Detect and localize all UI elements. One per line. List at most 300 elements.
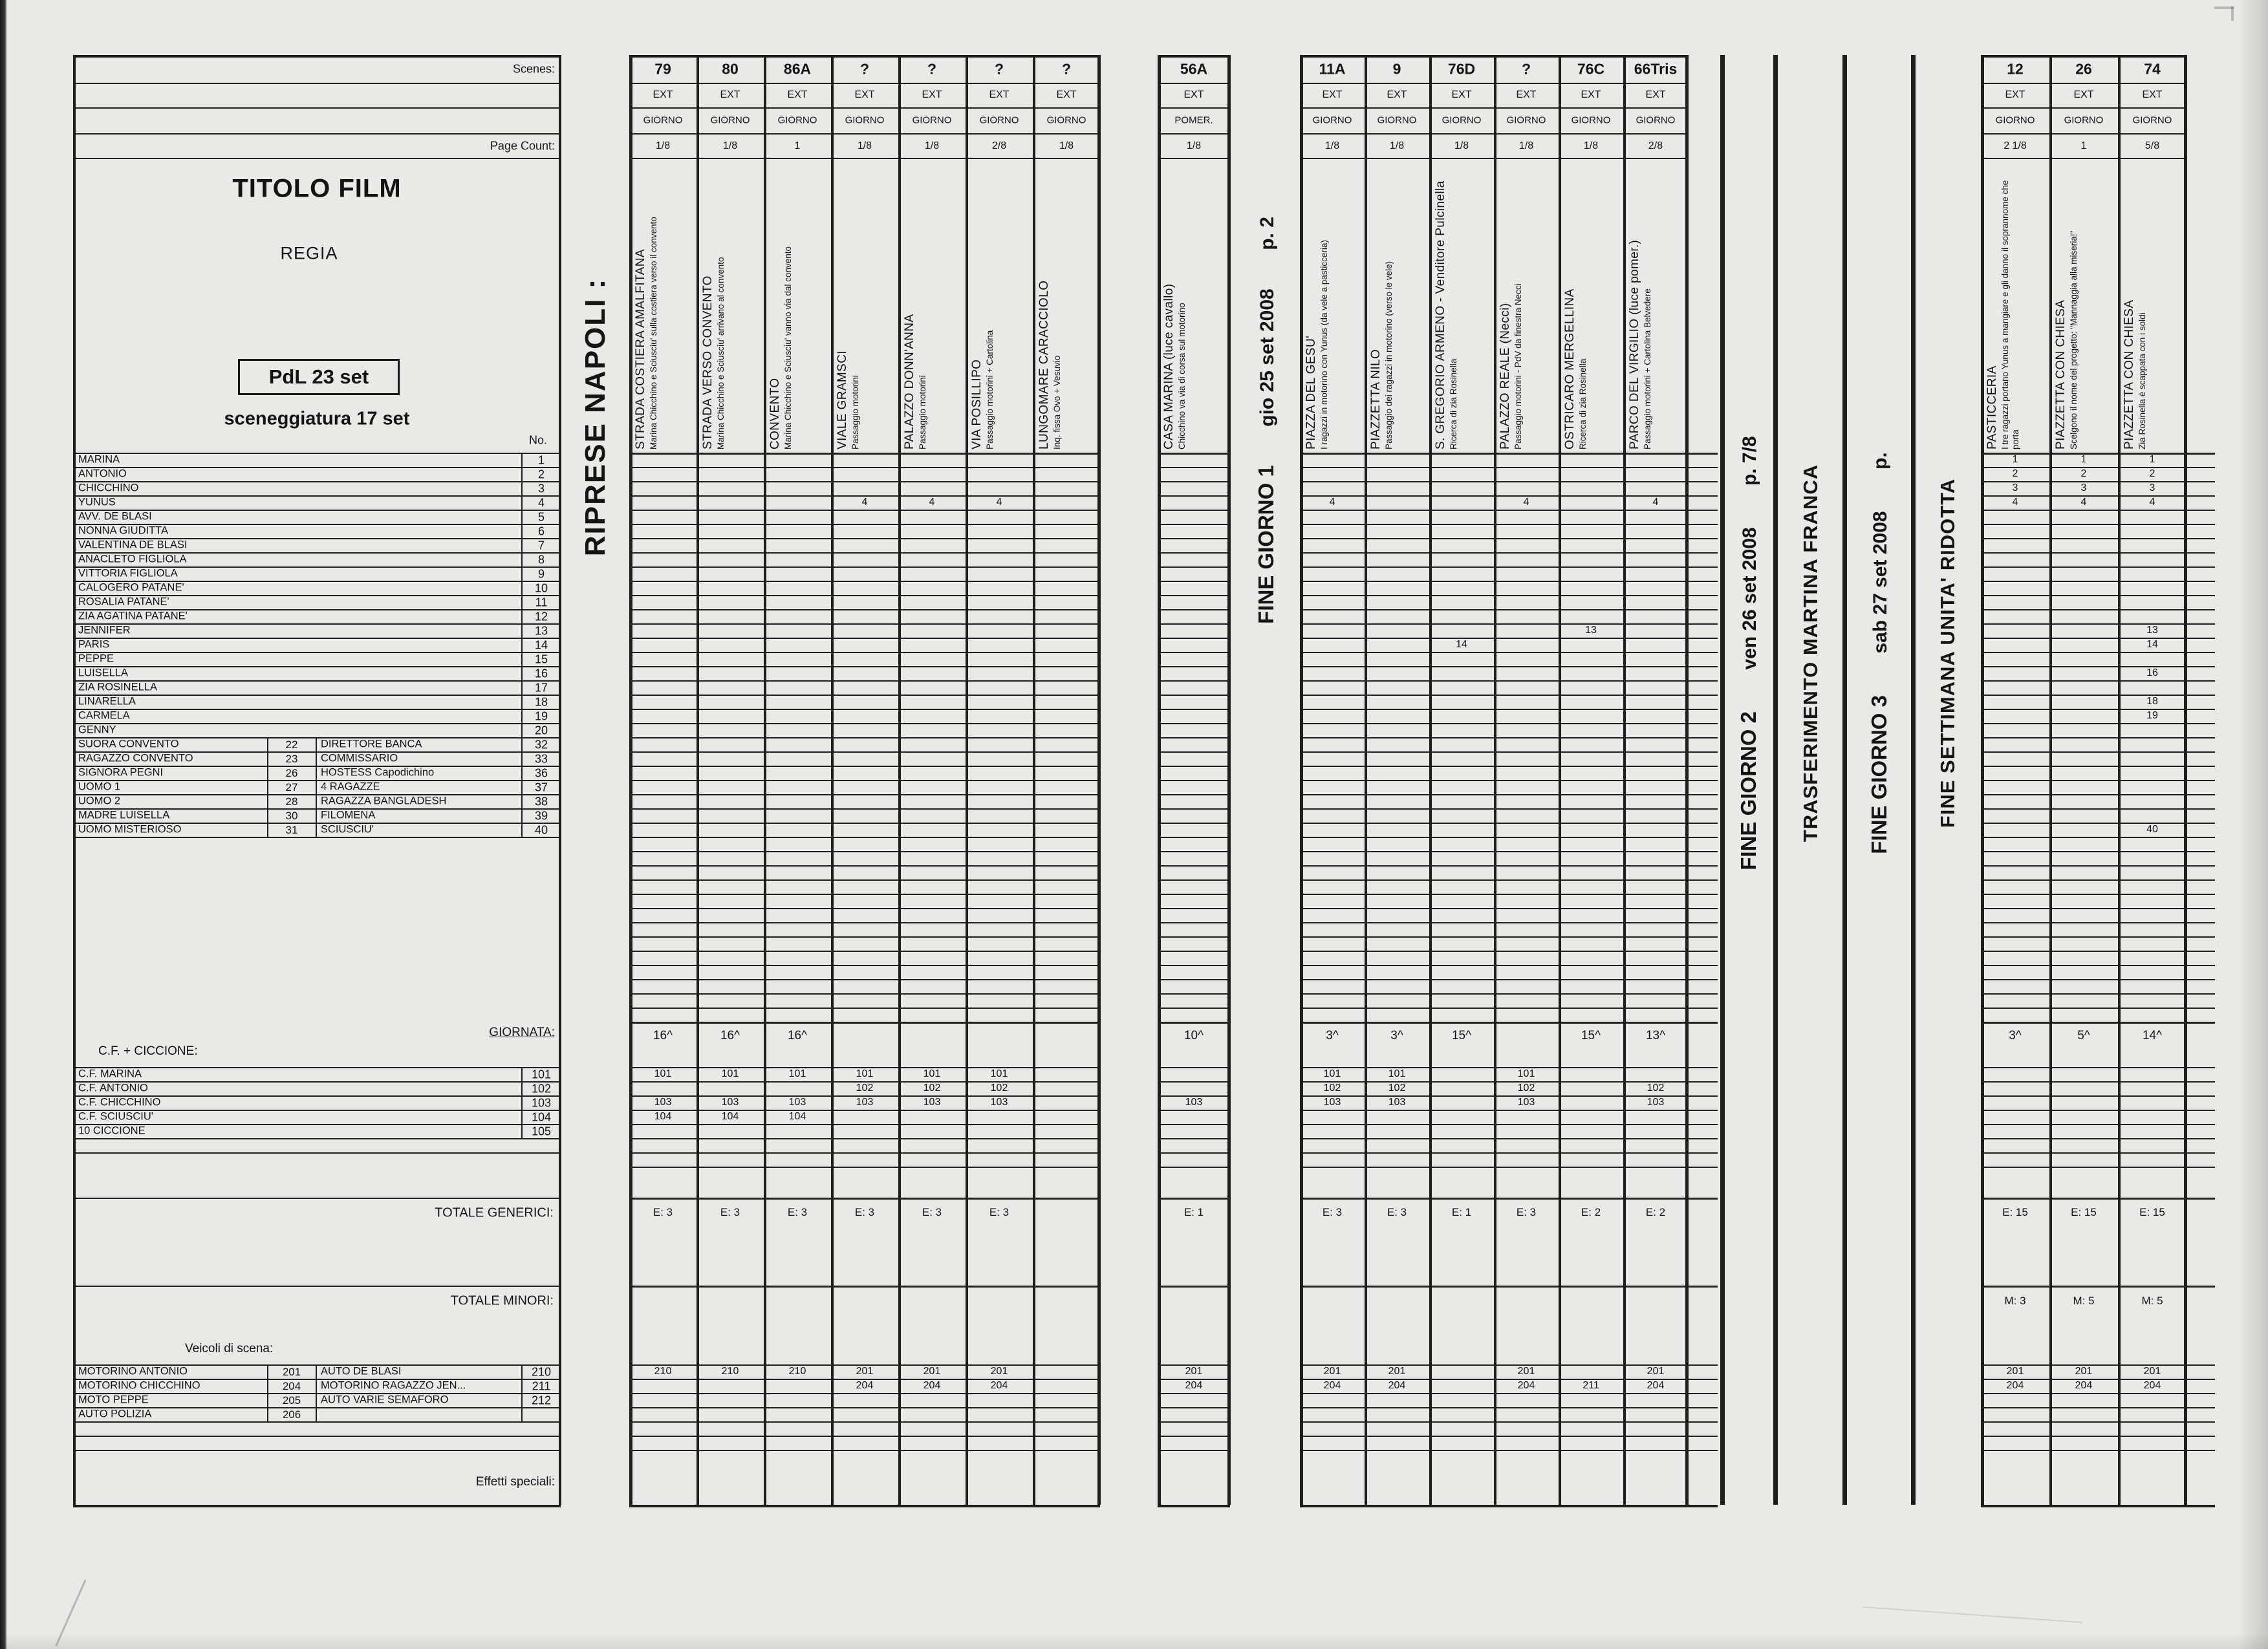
scene-action: I tre ragazzi portano Yunus a mangiare e gli danno il soprannome che porta xyxy=(2000,180,2021,449)
table-line xyxy=(1158,1167,1230,1168)
cast-number: 38 xyxy=(534,795,548,808)
vehicle-value: 204 xyxy=(856,1380,874,1391)
table-line xyxy=(1300,865,1718,867)
table-line xyxy=(73,83,561,84)
table-line xyxy=(1158,566,1230,568)
table-line xyxy=(1158,666,1230,667)
scene-int-ext: EXT xyxy=(1451,89,1472,100)
table-line xyxy=(1981,879,2215,881)
table-line xyxy=(1158,951,1230,952)
cast-number: 39 xyxy=(534,809,548,823)
table-line xyxy=(521,1067,523,1138)
table-line xyxy=(629,865,1100,867)
generici-value: E: 1 xyxy=(1451,1206,1472,1218)
table-line xyxy=(629,1008,1100,1009)
cast-name: SUORA CONVENTO xyxy=(78,738,179,750)
scene-description-block xyxy=(2122,160,2148,449)
table-line xyxy=(1300,766,1718,767)
cf-value: 101 xyxy=(1517,1068,1535,1079)
table-line xyxy=(1300,538,1718,539)
table-line xyxy=(1981,680,2215,682)
cast-name: RAGAZZO CONVENTO xyxy=(78,752,193,764)
scene-location: STRADA VERSO CONVENTO xyxy=(701,275,715,449)
table-line xyxy=(1158,107,1230,109)
table-line xyxy=(1981,1081,2215,1083)
vehicle-value: 201 xyxy=(1323,1366,1341,1377)
scene-table-border xyxy=(1300,55,1688,58)
scene-int-ext: EXT xyxy=(1516,89,1537,100)
table-line xyxy=(1300,979,1718,980)
vehicle-number: 212 xyxy=(531,1394,552,1407)
table-line xyxy=(1300,780,1718,781)
table-line xyxy=(1158,936,1230,938)
table-line xyxy=(1158,638,1230,639)
table-line xyxy=(1300,837,1718,838)
table-line xyxy=(629,623,1100,625)
table-line xyxy=(73,1450,561,1451)
table-line xyxy=(1158,83,1230,84)
vehicle-value: 201 xyxy=(1647,1366,1665,1377)
cf-value: 104 xyxy=(788,1111,806,1122)
band-border xyxy=(1911,55,1916,1505)
scene-action: Passaggio dei ragazzi in motorino (verso le vele) xyxy=(1384,261,1394,449)
table-line xyxy=(629,638,1100,639)
scene-description-block xyxy=(1498,160,1524,449)
scene-number: 80 xyxy=(722,60,739,78)
table-line xyxy=(1300,1138,1718,1139)
fine-giorno-3-band xyxy=(1867,452,1892,854)
table-line xyxy=(1981,666,2215,667)
scene-page-count: 1/8 xyxy=(1059,140,1074,151)
table-line xyxy=(1300,481,1718,482)
table-line xyxy=(73,1124,561,1125)
table-line xyxy=(1981,581,2215,582)
table-line xyxy=(73,1198,561,1199)
vehicle-value: 210 xyxy=(788,1366,806,1377)
table-line xyxy=(629,922,1100,923)
table-line xyxy=(316,1364,317,1421)
cast-name: HOSTESS Capodichino xyxy=(321,766,435,779)
table-line xyxy=(1300,1450,1718,1451)
table-line xyxy=(1158,481,1230,482)
table-line xyxy=(629,524,1100,525)
table-line xyxy=(1300,652,1718,653)
table-line xyxy=(73,107,561,109)
cast-name: CHICCHINO xyxy=(78,482,139,494)
table-line xyxy=(73,837,561,838)
cast-name: ANTONIO xyxy=(78,468,127,480)
table-line xyxy=(73,158,561,159)
giornata-value: 5^ xyxy=(2077,1029,2090,1042)
table-line xyxy=(1981,1124,2215,1125)
vehicle-value: 211 xyxy=(1582,1380,1599,1391)
table-line xyxy=(1158,979,1230,980)
cast-name: VALENTINA DE BLASI xyxy=(78,539,188,551)
cf-value: 104 xyxy=(721,1111,739,1122)
grid-mark: 18 xyxy=(2146,696,2158,707)
cast-number: 5 xyxy=(537,510,545,524)
scene-location: PIAZZETTA NILO xyxy=(1369,349,1383,449)
table-line xyxy=(73,695,561,696)
scene-number: 26 xyxy=(2075,60,2092,78)
table-line xyxy=(1300,1110,1718,1111)
table-line xyxy=(1981,83,2187,84)
cast-name: AVV. DE BLASI xyxy=(78,510,152,523)
vehicle-name: MOTO PEPPE xyxy=(78,1394,149,1406)
cast-number: 28 xyxy=(285,795,298,808)
cast-number: 23 xyxy=(285,753,298,765)
left-table-border xyxy=(73,1505,561,1507)
table-line xyxy=(1981,993,2215,995)
scene-time-of-day: GIORNO xyxy=(1312,114,1352,126)
table-line xyxy=(1158,453,1230,455)
scene-number: 76C xyxy=(1577,60,1605,78)
cast-number: 27 xyxy=(285,781,298,793)
table-line xyxy=(73,623,561,625)
vehicle-value: 201 xyxy=(1185,1366,1203,1377)
table-line xyxy=(1981,951,2215,952)
vehicle-value: 201 xyxy=(1517,1366,1535,1377)
table-line xyxy=(629,837,1100,838)
table-line xyxy=(1981,1067,2215,1068)
table-line xyxy=(1300,695,1718,696)
table-line xyxy=(629,538,1100,539)
table-line xyxy=(1300,107,1688,109)
table-line xyxy=(629,133,1100,135)
table-line xyxy=(1300,1421,1718,1423)
scene-table-border xyxy=(629,55,1100,58)
fine-giorno-2-page: p. 7/8 xyxy=(1739,436,1760,486)
table-line xyxy=(1981,1421,2215,1423)
table-line xyxy=(629,780,1100,781)
table-line xyxy=(1981,510,2215,511)
table-line xyxy=(629,680,1100,682)
scene-description-block xyxy=(701,160,726,449)
table-line xyxy=(1981,808,2215,810)
fine-giorno-1-date: gio 25 set 2008 xyxy=(1257,288,1278,427)
table-line xyxy=(1981,1022,2215,1024)
table-line xyxy=(73,1152,561,1154)
table-line xyxy=(1981,709,2215,710)
table-line xyxy=(1981,1198,2215,1200)
grid-mark: 1 xyxy=(2080,454,2087,465)
scene-number: ? xyxy=(1521,60,1531,78)
cast-number: 6 xyxy=(537,524,545,538)
table-line xyxy=(1300,922,1718,923)
cf-number: 101 xyxy=(531,1068,552,1081)
scene-description-block xyxy=(836,160,861,449)
table-line xyxy=(1158,1008,1230,1009)
table-line xyxy=(1300,566,1718,568)
generici-value: E: 3 xyxy=(653,1206,673,1218)
table-line xyxy=(1158,766,1230,767)
vehicle-value: 204 xyxy=(2075,1380,2093,1391)
scene-page-count: 1/8 xyxy=(1454,140,1469,151)
scene-time-of-day: POMER. xyxy=(1174,114,1213,126)
table-line xyxy=(1981,1138,2215,1139)
grid-mark: 40 xyxy=(2146,824,2158,835)
cf-number: 102 xyxy=(531,1082,552,1095)
cf-name: C.F. SCIUSCIU' xyxy=(78,1110,153,1123)
scene-description-block xyxy=(1037,160,1063,449)
table-line xyxy=(1300,510,1718,511)
grid-mark: 2 xyxy=(2149,468,2155,479)
table-line xyxy=(73,794,561,795)
vehicle-value: 204 xyxy=(1647,1380,1665,1391)
table-line xyxy=(1981,538,2215,539)
scene-action: Inq. fissa Ovo + Vesuvio xyxy=(1052,355,1063,449)
cast-number: 4 xyxy=(537,496,545,510)
scene-int-ext: EXT xyxy=(2005,89,2025,100)
scene-int-ext: EXT xyxy=(1183,89,1204,100)
cast-name: YUNUS xyxy=(78,496,116,508)
table-line xyxy=(629,1450,1100,1451)
table-line xyxy=(1300,737,1718,738)
scene-table-border xyxy=(1981,1505,2215,1507)
generici-value: E: 2 xyxy=(1581,1206,1601,1218)
cf-name: C.F. ANTONIO xyxy=(78,1082,148,1094)
table-line xyxy=(1300,993,1718,995)
table-line xyxy=(629,766,1100,767)
scene-int-ext: EXT xyxy=(1387,89,1407,100)
grid-mark: 14 xyxy=(1456,639,1467,650)
scene-time-of-day: GIORNO xyxy=(1571,114,1611,126)
grid-mark: 4 xyxy=(2012,497,2018,508)
scene-page-count: 1/8 xyxy=(924,140,940,151)
table-line xyxy=(316,737,317,837)
cast-name: FILOMENA xyxy=(321,809,376,821)
giornata-value: 15^ xyxy=(1451,1029,1472,1042)
table-line xyxy=(629,107,1100,109)
table-line xyxy=(1300,524,1718,525)
cast-number: 37 xyxy=(534,781,548,794)
cast-number: 32 xyxy=(534,738,548,751)
table-line xyxy=(1981,652,2215,653)
table-line xyxy=(1158,609,1230,610)
cast-name: SIGNORA PEGNI xyxy=(78,766,164,779)
table-line xyxy=(1300,908,1718,909)
table-line xyxy=(1158,1138,1230,1139)
vehicle-name: AUTO VARIE SEMAFORO xyxy=(321,1394,449,1406)
effetti-label: Effetti speciali: xyxy=(475,1475,555,1489)
table-line xyxy=(1158,1407,1230,1408)
scene-description-block xyxy=(1985,160,2021,449)
scene-int-ext: EXT xyxy=(2073,89,2094,100)
table-line xyxy=(1158,879,1230,881)
table-line xyxy=(1981,638,2215,639)
veicoli-label: Veicoli di scena: xyxy=(185,1342,274,1355)
scene-action: Marina Chicchino e Sciusciu' arrivano al convento xyxy=(716,257,726,449)
vehicle-value: 210 xyxy=(721,1366,739,1377)
cast-name: RAGAZZA BANGLADESH xyxy=(321,795,447,807)
scene-location: S. GREGORIO ARMENO - Venditore Pulcinella xyxy=(1434,180,1447,449)
generici-value: E: 3 xyxy=(720,1206,740,1218)
cast-number: 31 xyxy=(285,824,298,836)
generici-value: E: 3 xyxy=(1516,1206,1537,1218)
cf-value: 102 xyxy=(1323,1083,1341,1094)
table-line xyxy=(1158,808,1230,810)
table-line xyxy=(1981,936,2215,938)
table-line xyxy=(629,453,1100,455)
table-line xyxy=(1981,1407,2215,1408)
grid-mark: 4 xyxy=(861,497,868,508)
cf-value: 103 xyxy=(1185,1097,1203,1108)
cast-name: UOMO MISTERIOSO xyxy=(78,823,182,835)
totale-minori-label: TOTALE MINORI: xyxy=(450,1293,554,1308)
table-line xyxy=(1300,609,1718,610)
table-line xyxy=(1981,1393,2215,1394)
cast-name: COMMISSARIO xyxy=(321,752,398,764)
table-line xyxy=(629,894,1100,895)
table-line xyxy=(1300,851,1718,852)
scene-int-ext: EXT xyxy=(989,89,1010,100)
scene-number: ? xyxy=(994,60,1004,78)
scene-location: PIAZZETTA CON CHIESA xyxy=(2054,299,2068,449)
table-line xyxy=(629,552,1100,554)
table-line xyxy=(73,1436,561,1437)
table-line xyxy=(1300,1008,1718,1009)
cast-number: 22 xyxy=(285,738,298,751)
film-title: TITOLO FILM xyxy=(232,174,402,203)
cast-number: 9 xyxy=(537,567,545,581)
scene-number: 79 xyxy=(654,60,671,78)
table-line xyxy=(1300,666,1718,667)
scene-time-of-day: GIORNO xyxy=(2064,114,2104,126)
cf-name: 10 CICCIONE xyxy=(78,1125,146,1137)
cast-number: 16 xyxy=(534,667,548,680)
table-line xyxy=(1300,1152,1718,1154)
table-line xyxy=(1981,552,2215,554)
scene-page-count: 1/8 xyxy=(1186,140,1202,151)
table-line xyxy=(629,1436,1100,1437)
scene-number: ? xyxy=(927,60,937,78)
cf-value: 101 xyxy=(856,1068,874,1079)
table-line xyxy=(1158,495,1230,497)
table-line xyxy=(1981,865,2215,867)
scene-description-block xyxy=(1563,160,1588,449)
table-line xyxy=(1981,1436,2215,1437)
fine-giorno-1-page: p. 2 xyxy=(1257,217,1278,250)
scene-int-ext: EXT xyxy=(653,89,673,100)
grid-mark: 4 xyxy=(996,497,1002,508)
scene-time-of-day: GIORNO xyxy=(643,114,683,126)
cf-value: 103 xyxy=(721,1097,739,1108)
table-line xyxy=(1300,879,1718,881)
generici-value: E: 2 xyxy=(1645,1206,1666,1218)
table-line xyxy=(1981,1167,2215,1168)
cast-number: 12 xyxy=(534,610,548,623)
table-line xyxy=(1300,1407,1718,1408)
cf-value: 103 xyxy=(1647,1097,1665,1108)
scene-location: VIALE GRAMSCI xyxy=(836,350,849,449)
cf-number: 104 xyxy=(531,1110,552,1124)
scene-location: PALAZZO DONN'ANNA xyxy=(903,314,916,449)
table-line xyxy=(1300,1124,1718,1125)
cast-number: 1 xyxy=(537,453,545,467)
scene-page-count: 2/8 xyxy=(991,140,1007,151)
scene-number: 86A xyxy=(783,60,812,78)
table-line xyxy=(1158,1152,1230,1154)
table-line xyxy=(1158,709,1230,710)
scene-page-count: 1 xyxy=(794,140,801,151)
scene-description-block xyxy=(1162,160,1187,449)
scene-time-of-day: GIORNO xyxy=(845,114,885,126)
scene-page-count: 1/8 xyxy=(1324,140,1340,151)
table-line xyxy=(1981,695,2215,696)
table-line xyxy=(1158,894,1230,895)
table-line xyxy=(1300,1167,1718,1168)
scene-action: Passaggio motorini + Cartolina Belvedere xyxy=(1643,288,1653,449)
table-line xyxy=(1981,595,2215,596)
table-line xyxy=(1158,1110,1230,1111)
fine-giorno-2-date: ven 26 set 2008 xyxy=(1739,527,1760,670)
scene-time-of-day: GIORNO xyxy=(777,114,817,126)
scene-int-ext: EXT xyxy=(922,89,942,100)
giornata-value: 10^ xyxy=(1183,1029,1204,1042)
table-line xyxy=(1300,581,1718,582)
table-line xyxy=(629,879,1100,881)
scene-action: Ricerca di zia Rosinella xyxy=(1449,358,1459,449)
scan-left-edge xyxy=(0,0,7,1649)
cf-value: 101 xyxy=(923,1068,941,1079)
grid-mark: 2 xyxy=(2012,468,2018,479)
cast-number: 13 xyxy=(534,624,548,638)
table-line xyxy=(1158,158,1230,159)
scene-action: Passaggio motorini xyxy=(918,375,928,449)
scene-location: PALAZZO REALE (Necci) xyxy=(1498,303,1512,449)
cast-name: CALOGERO PATANE' xyxy=(78,581,184,594)
table-line xyxy=(629,1022,1100,1024)
scene-description-block xyxy=(903,160,928,449)
cast-name: SCIUSCIU' xyxy=(321,823,374,835)
cast-number: 7 xyxy=(537,539,545,552)
cf-number: 105 xyxy=(531,1125,552,1138)
cf-value: 101 xyxy=(788,1068,806,1079)
cf-value: 101 xyxy=(654,1068,672,1079)
table-line xyxy=(1158,908,1230,909)
vehicle-name: MOTORINO RAGAZZO JEN... xyxy=(321,1379,466,1392)
cast-number: 26 xyxy=(285,767,298,779)
table-line xyxy=(1158,1081,1230,1083)
scene-time-of-day: GIORNO xyxy=(1377,114,1417,126)
cast-name: VITTORIA FIGLIOLA xyxy=(78,567,178,579)
giornata-label: GIORNATA: xyxy=(489,1026,555,1039)
director-label: REGIA xyxy=(280,243,338,263)
table-line xyxy=(629,737,1100,738)
giornata-value: 3^ xyxy=(1326,1029,1339,1042)
vehicle-name: MOTORINO CHICCHINO xyxy=(78,1379,200,1392)
vehicle-value: 201 xyxy=(990,1366,1008,1377)
giornata-value: 3^ xyxy=(2009,1029,2022,1042)
scene-int-ext: EXT xyxy=(1581,89,1601,100)
table-line xyxy=(1158,581,1230,582)
table-line xyxy=(1158,1067,1230,1068)
table-line xyxy=(1158,1393,1230,1394)
cast-name: JENNIFER xyxy=(78,624,131,636)
cast-number: 36 xyxy=(534,766,548,780)
scene-time-of-day: GIORNO xyxy=(2132,114,2172,126)
table-line xyxy=(1981,979,2215,980)
minori-value: M: 5 xyxy=(2141,1295,2163,1307)
table-line xyxy=(1300,894,1718,895)
cast-name: UOMO 2 xyxy=(78,795,121,807)
table-line xyxy=(1158,737,1230,738)
vehicle-value: 204 xyxy=(1323,1380,1341,1391)
table-line xyxy=(1981,566,2215,568)
cast-name: DIRETTORE BANCA xyxy=(321,738,422,750)
table-line xyxy=(1300,965,1718,966)
cast-name: ZIA AGATINA PATANE' xyxy=(78,610,188,622)
